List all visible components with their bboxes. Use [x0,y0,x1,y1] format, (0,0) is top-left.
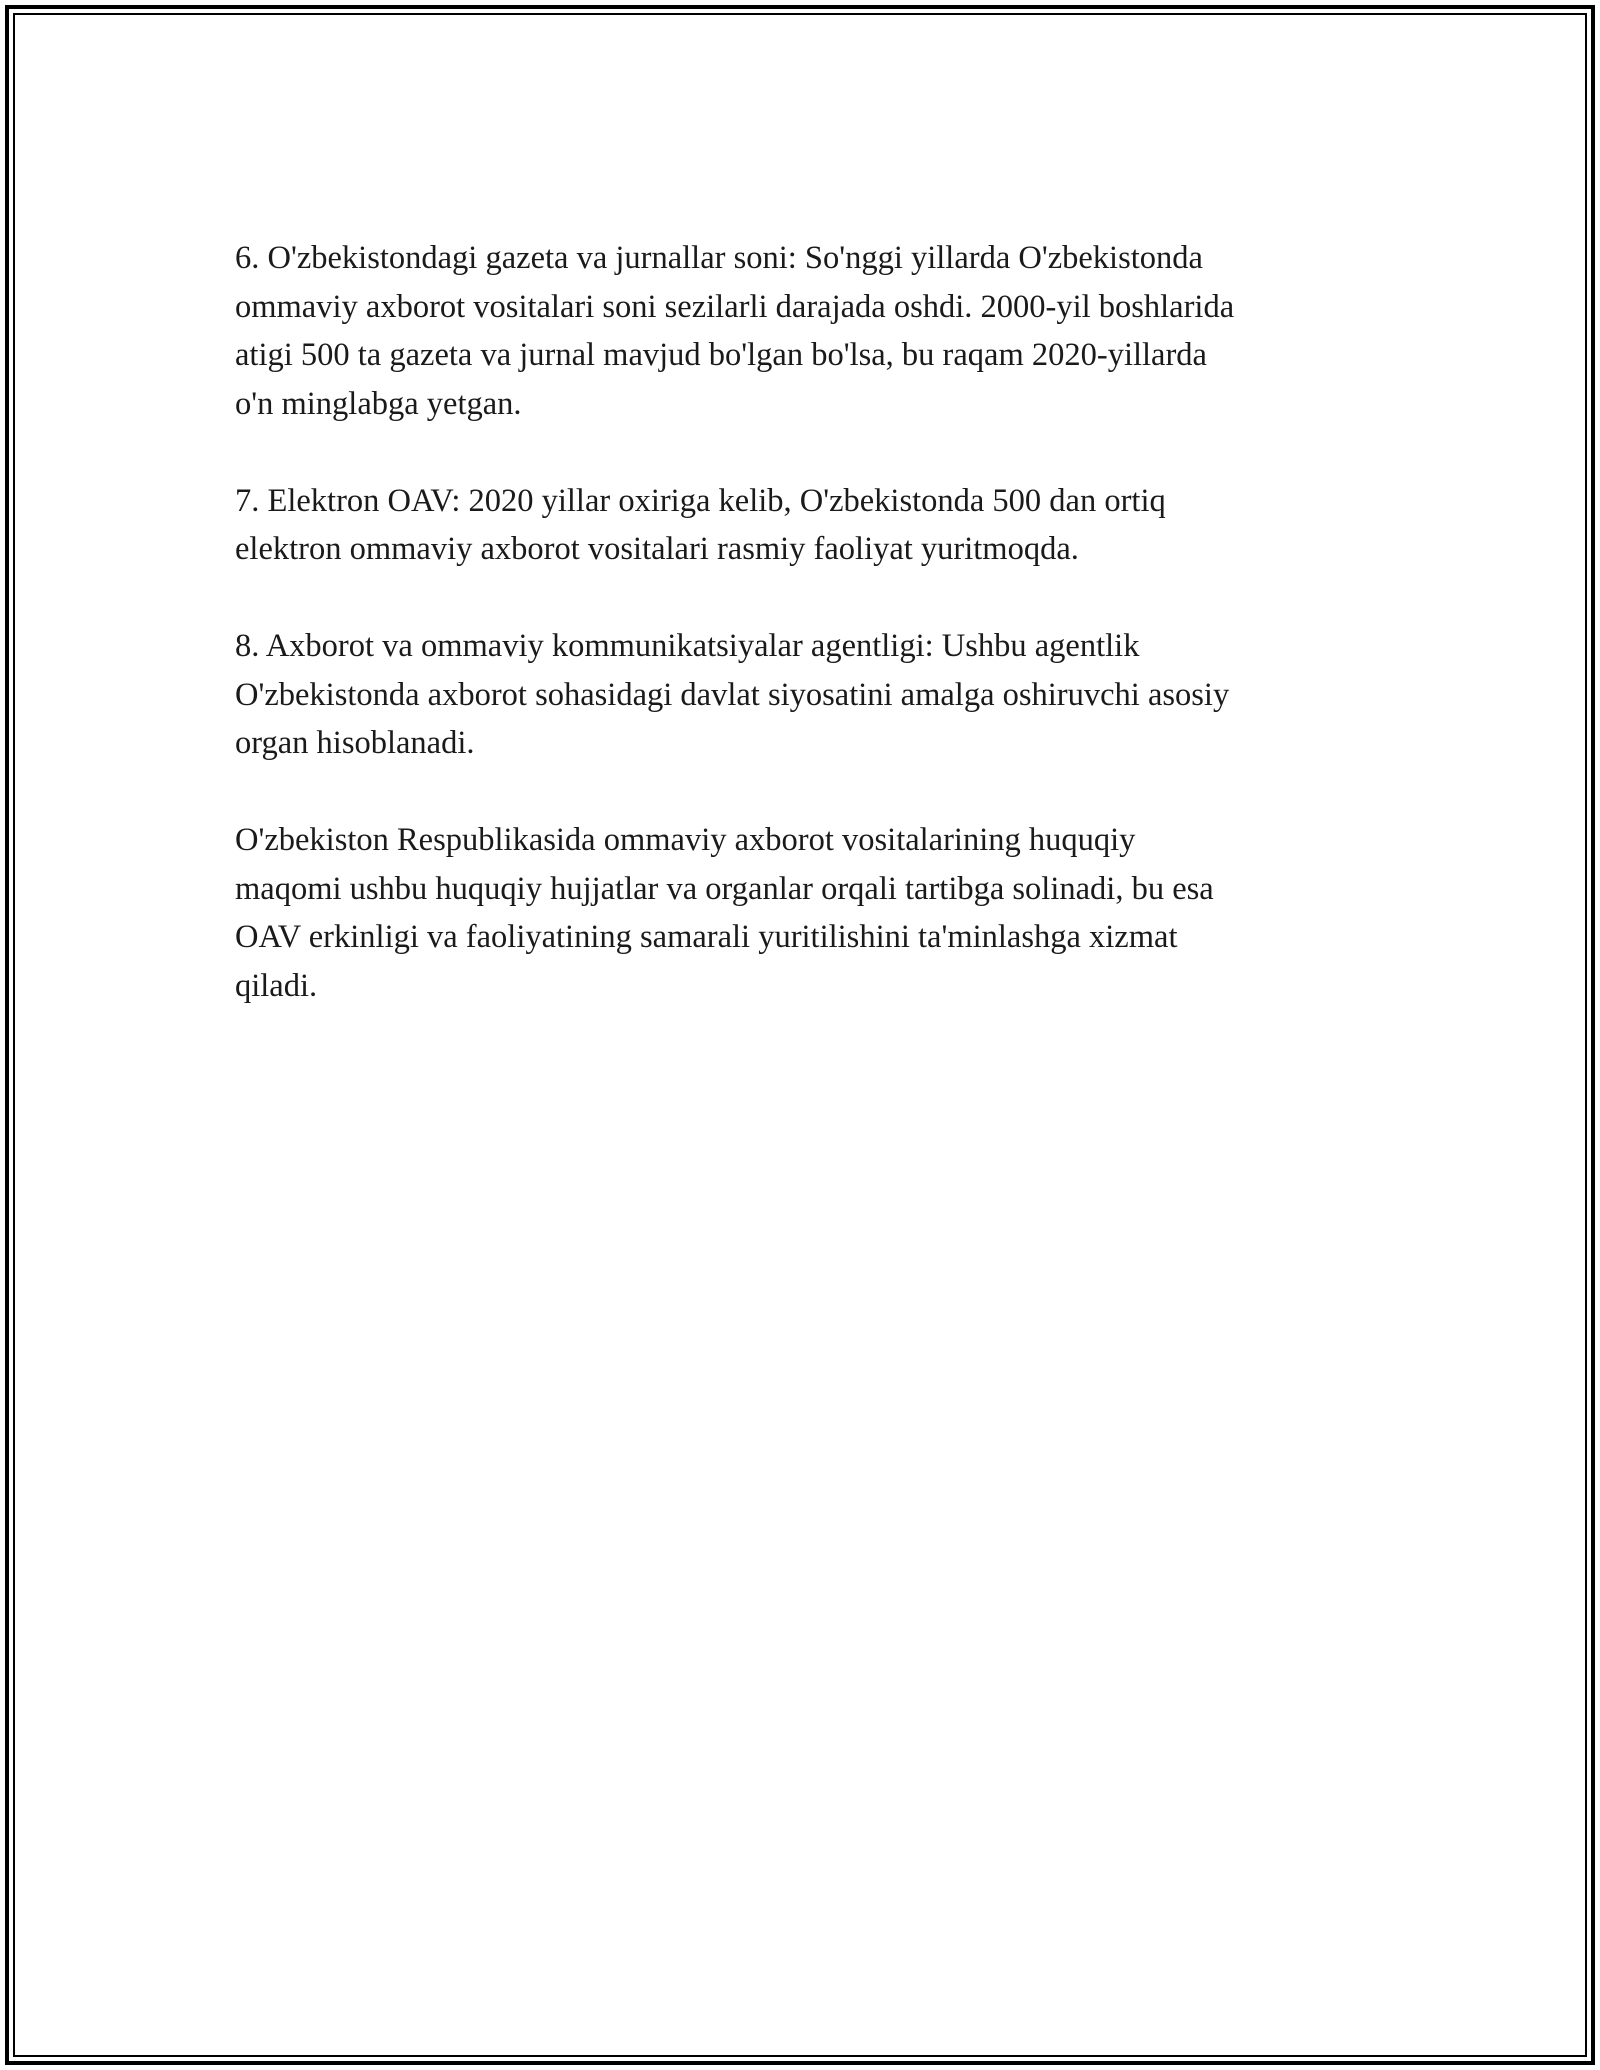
text-line: atigi 500 ta gazeta va jurnal mavjud bo'lgan bo'lsa, bu raqam 2020-yillarda [235,337,1207,373]
text-line: OAV erkinligi va faoliyatining samarali yuritilishini ta'minlashga xizmat [235,919,1178,955]
text-line: elektron ommaviy axborot vositalari rasmiy faoliyat yuritmoqda. [235,531,1079,567]
paragraph-agency [235,622,1365,768]
text-line: organ hisoblanadi. [235,725,475,761]
text-line: qiladi. [235,967,318,1004]
text-line: ommaviy axborot vositalari soni sezilarli darajada oshdi. 2000-yil boshlarida [235,288,1235,325]
paragraph-electronic-media [235,477,1365,574]
text-line: o'n minglabga yetgan. [235,385,522,422]
text-line: maqomi ushbu huquqiy hujjatlar va organlar orqali tartibga solinadi, bu esa [235,870,1214,907]
text-line: 8. Axborot va ommaviy kommunikatsiyalar agentligi: Ushbu agentlik [235,628,1140,664]
text-line: 6. O'zbekistondagi gazeta va jurnallar soni: So'nggi yillarda O'zbekistonda [235,240,1203,276]
text-line: O'zbekiston Respublikasida ommaviy axborot vositalarining huquqiy [235,822,1136,858]
paragraph-newspapers-count [235,234,1365,428]
text-line: O'zbekistonda axborot sohasidagi davlat siyosatini amalga oshiruvchi asosiy [235,676,1230,713]
document-body [235,234,1365,1059]
paragraph-conclusion [235,816,1365,1010]
text-line: 7. Elektron OAV: 2020 yillar oxiriga kelib, O'zbekistonda 500 dan ortiq [235,482,1166,519]
